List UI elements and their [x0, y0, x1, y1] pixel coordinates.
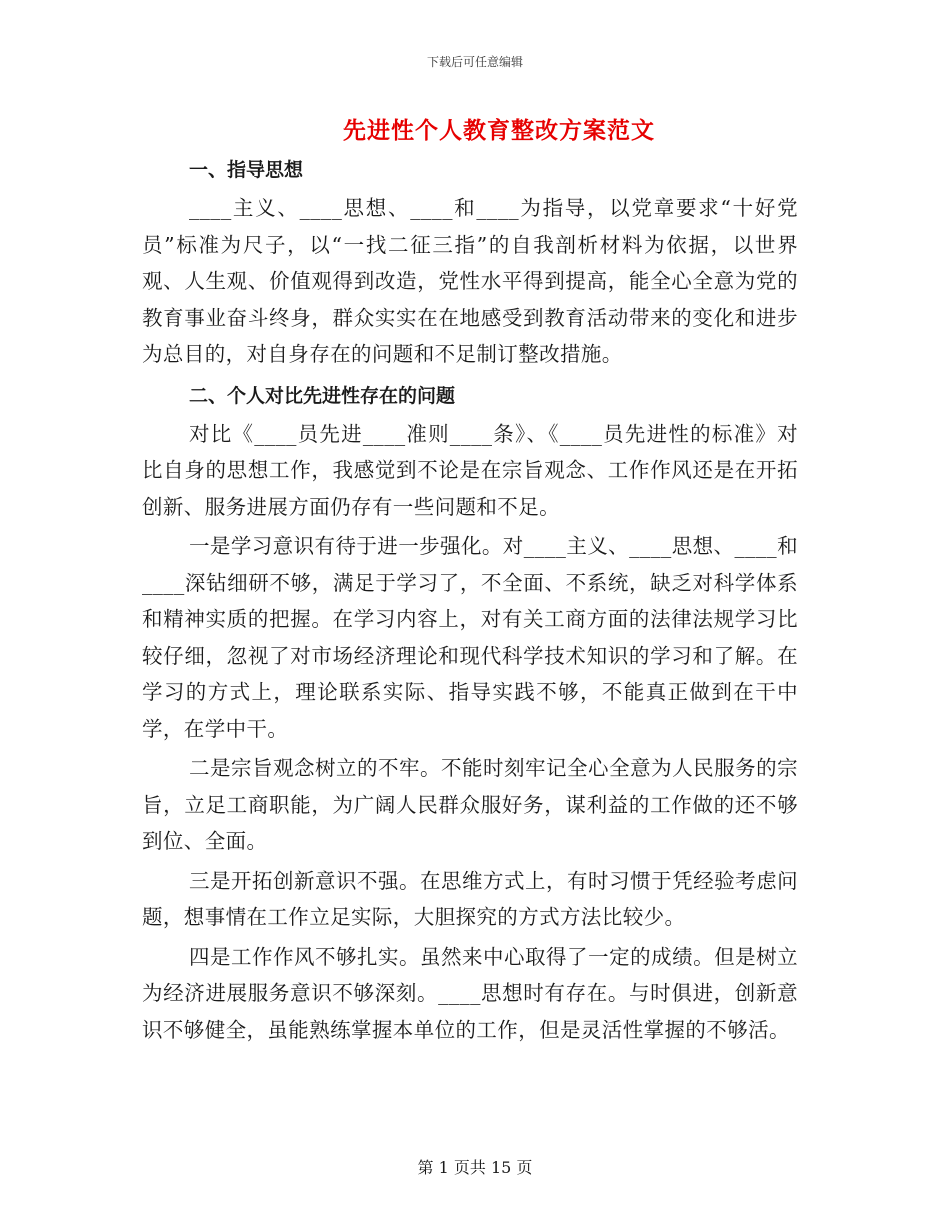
paragraph: ____主义、____思想、____和____为指导，以党章要求“十好党员”标准为尺子，以“一找二征三指”的自我剖析材料为依据，以世界观、人生观、价值观得到改造，党性水平得到提高，能全心全意为党的教育事业奋斗终身，群众实实在在地感受到教育活动带来的变化和进步为总目的，对自身存在的问题和不足制订整改措施。: [142, 196, 798, 366]
paragraph: 三是开拓创新意识不强。在思维方式上，有时习惯于凭经验考虑问题，想事情在工作立足实际，大胆探究的方式方法比较少。: [142, 868, 798, 929]
document-body: [142, 150, 798, 1051]
section-heading-guiding-ideology: 一、指导思想: [189, 159, 304, 181]
page-number-footer: 第 1 页共 15 页: [417, 1158, 533, 1177]
header-note: 下载后可任意编辑: [426, 55, 523, 69]
paragraph: 对比《____员先进____准则____条》、《____员先进性的标准》对比自身的思想工作，我感觉到不论是在宗旨观念、工作作风还是在开拓创新、服务进展方面仍存有一些问题和不足。: [142, 421, 798, 519]
document-title: 先进性个人教育整改方案范文: [343, 117, 655, 144]
paragraph: 四是工作作风不够扎实。虽然来中心取得了一定的成绩。但是树立为经济进展服务意识不够深刻。____思想时有存在。与时俱进，创新意识不够健全，虽能熟练掌握本单位的工作，但是灵活性掌握的不够活。: [142, 944, 798, 1042]
paragraph: 二是宗旨观念树立的不牢。不能时刻牢记全心全意为人民服务的宗旨，立足工商职能，为广阔人民群众服好务，谋利益的工作做的还不够到位、全面。: [142, 756, 798, 853]
section-heading-problems: 二、个人对比先进性存在的问题: [189, 384, 456, 407]
paragraph: 一是学习意识有待于进一步强化。对____主义、____思想、____和____深钻细研不够，满足于学习了，不全面、不系统，缺乏对科学体系和精神实质的把握。在学习内容上，对有关工商方面的法律法规学习比较仔细，忽视了对市场经济理论和现代科学技术知识的学习和了解。在学习的方式上，理论联系实际、指导实践不够，不能真正做到在干中学，在学中干。: [142, 534, 798, 741]
